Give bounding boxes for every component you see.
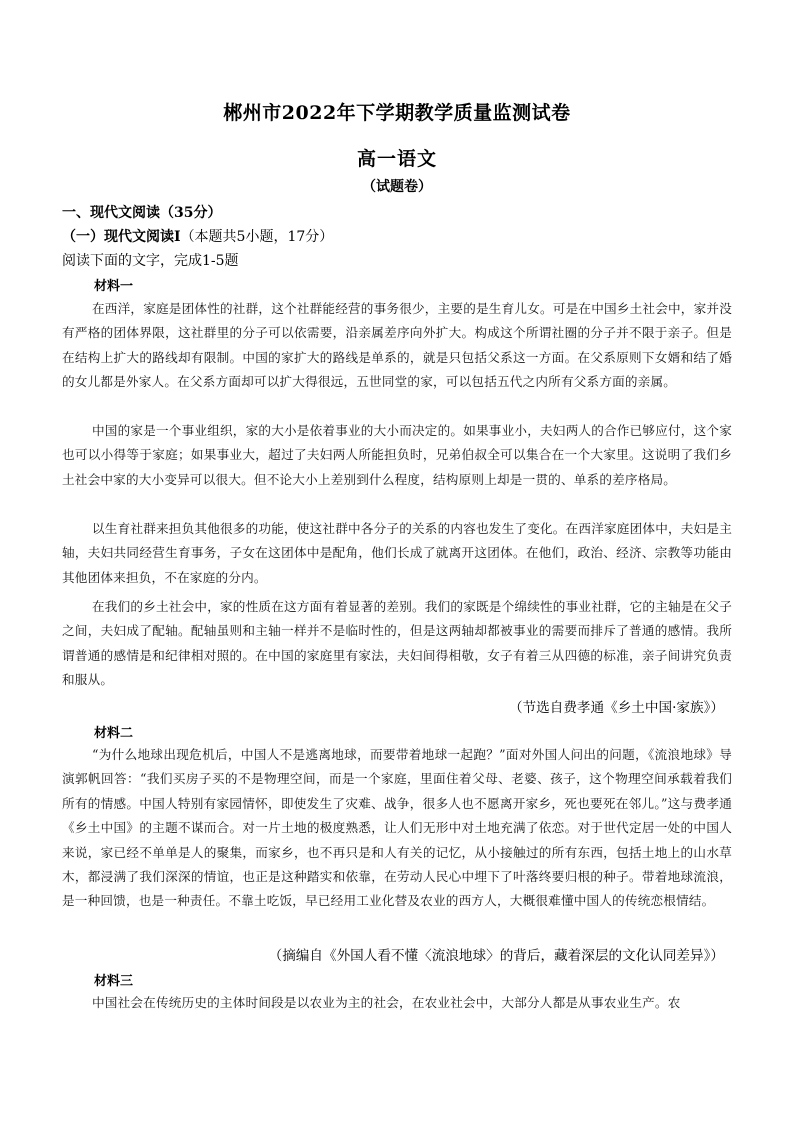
material-3-paragraph: 中国社会在传统历史的主体时间段是以农业为主的社会，在农业社会中，大部分人都是从事农业生产。农 xyxy=(92,995,681,1010)
reading-instruction: 阅读下面的文字，完成1-5题 xyxy=(62,253,239,269)
subsection-note: （本题共5小题，17分） xyxy=(180,229,334,245)
material-3-label: 材料三 xyxy=(94,974,134,989)
material-2-source: （摘编自《外国人看不懂〈流浪地球〉的背后，藏着深层的文化认同差异》） xyxy=(268,948,724,964)
material-1-label: 材料一 xyxy=(94,279,134,294)
section-heading: 一、现代文阅读（35分） xyxy=(62,205,222,221)
material-1-paragraph: 在西洋，家庭是团体性的社群，这个社群能经营的事务很少，主要的是生育儿女。可是在中国乡土社会中，家并没有严格的团体界限，这社群里的分子可以依需要，沿亲属差序向外扩大。构成这个所谓社圈的分子并不限于亲子。但是在结构上扩大的路线却有限制。中国的家扩大的路线是单系的，就是只包括父系这一方面。在父系原则下女婿和结了婚的女儿都是外家人。在父系方面却可以扩大得很远，五世同堂的家，可以包括五代之内所有父系方面的亲属。 xyxy=(62,301,732,390)
material-1-paragraph: 在我们的乡土社会中，家的性质在这方面有着显著的差别。我们的家既是个绵续性的事业社群，它的主轴是在父子之间，夫妇成了配轴。配轴虽则和主轴一样并不是临时性的，但是这两轴却都被事业的需要而排斥了普通的感情。我所谓普通的感情是和纪律相对照的。在中国的家庭里有家法，夫妇间得相敬，女子有着三从四德的标准，亲子间讲究负责和服从。 xyxy=(62,599,732,688)
subsection-heading xyxy=(62,226,333,246)
material-1-paragraph: 中国的家是一个事业组织，家的大小是依着事业的大小而决定的。如果事业小，夫妇两人的合作已够应付，这个家也可以小得等于家庭；如果事业大，超过了夫妇两人所能担负时，兄弟伯叔全可以集合在一个大家里。这说明了我们乡土社会中家的大小变异可以很大。但不论大小上差别到什么程度，结构原则上却是一贯的、单系的差序格局。 xyxy=(62,423,732,487)
subsection-title: （一）现代文阅读Ⅰ xyxy=(62,229,181,245)
exam-subject: 高一语文 xyxy=(356,148,437,170)
material-1-paragraph: 以生育社群来担负其他很多的功能，使这社群中各分子的关系的内容也发生了变化。在西洋家庭团体中，夫妇是主轴，夫妇共同经营生育事务，子女在这团体中是配角，他们长成了就离开这团体。在他们，政治、经济、宗教等功能由其他团体来担负，不在家庭的分内。 xyxy=(62,521,732,585)
exam-title: 郴州市2022年下学期教学质量监测试卷 xyxy=(223,102,571,124)
material-2-label: 材料二 xyxy=(94,726,134,741)
paper-type: （试题卷） xyxy=(362,179,432,195)
material-2-paragraph: “为什么地球出现危机后，中国人不是逃离地球，而要带着地球一起跑？”面对外国人问出的问题，《流浪地球》导演郭帆回答：“我们买房子买的不是物理空间，而是一个家庭，里面住着父母、老婆、孩子，这个物理空间承载着我们所有的情感。中国人特别有家园情怀，即使发生了灾难、战争，很多人也不愿离开家乡，死也要死在邻儿。”这与费孝通《乡土中国》的主题不谋而合。对一片土地的极度熟悉，让人们无形中对土地充满了依恋。对于世代定居一处的中国人来说，家已经不单单是人的聚集，而家乡，也不再只是和人有关的记忆，从小接触过的所有东西，包括土地上的山水草木，都浸满了我们深深的情谊，也正是这种踏实和依靠，在劳动人民心中埋下了叶落终要归根的种子。带着地球流浪，是一种回馈，也是一种责任。不靠土吃饭，早已经用工业化替及农业的西方人，大概很难懂中国人的传统恋根情结。 xyxy=(62,747,732,909)
material-1-source: （节选自费孝通《乡土中国·家族》） xyxy=(508,700,724,716)
